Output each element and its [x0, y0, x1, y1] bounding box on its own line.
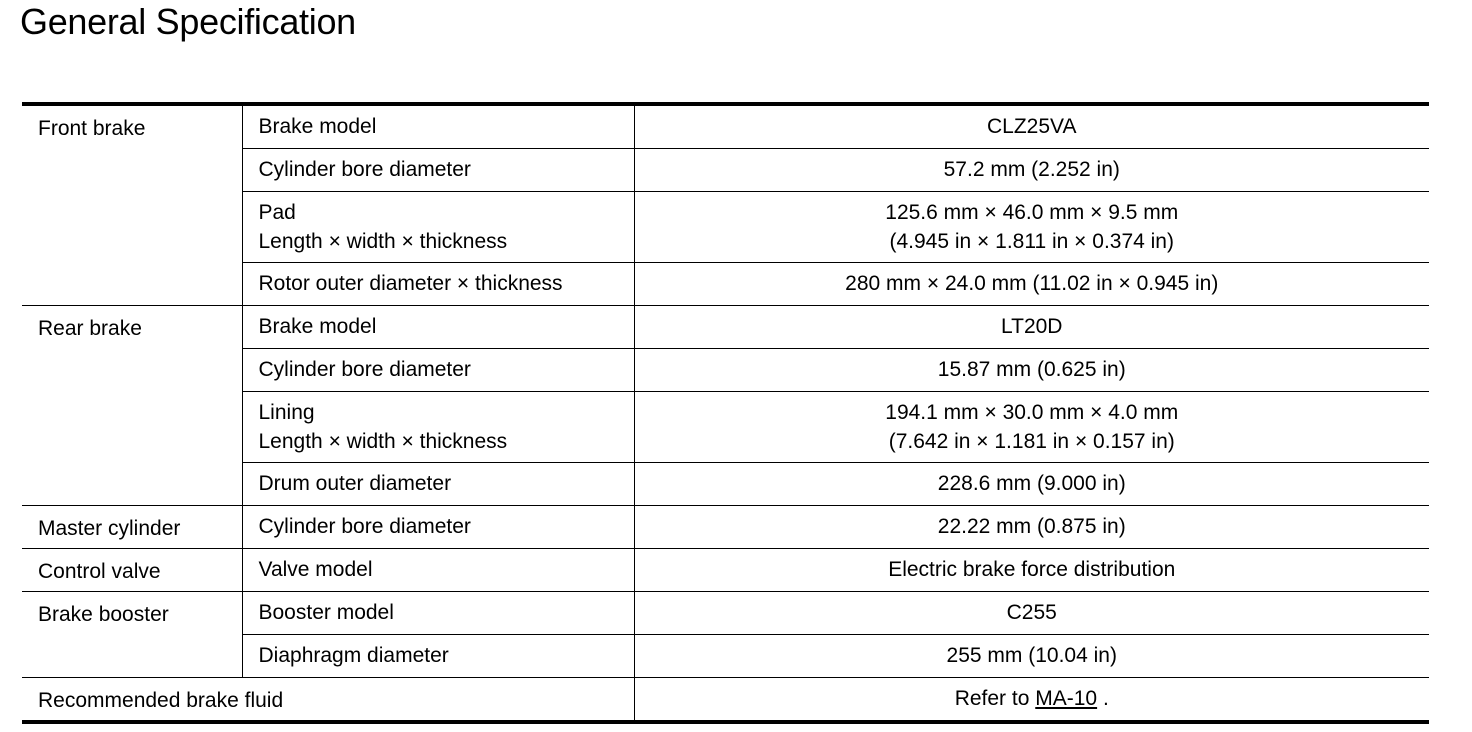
group-label-control-valve: Control valve: [22, 549, 242, 592]
item-label: Drum outer diameter: [242, 463, 634, 506]
item-label: Pad Length × width × thickness: [242, 192, 634, 263]
item-label: Valve model: [242, 549, 634, 592]
page-title: General Specification: [20, 1, 356, 42]
item-label: Diaphragm diameter: [242, 635, 634, 678]
group-label-brake-booster: Brake booster: [22, 592, 242, 678]
table-row: [22, 104, 1429, 149]
item-value: [634, 678, 1429, 723]
item-label: Brake model: [242, 306, 634, 349]
item-value: LT20D: [634, 306, 1429, 349]
item-value: 228.6 mm (9.000 in): [634, 463, 1429, 506]
spec-table: [22, 102, 1429, 724]
item-value: 194.1 mm × 30.0 mm × 4.0 mm (7.642 in × 1.181 in × 0.157 in): [634, 392, 1429, 463]
item-label: Booster model: [242, 592, 634, 635]
item-label: Brake model: [242, 104, 634, 149]
item-value: 280 mm × 24.0 mm (11.02 in × 0.945 in): [634, 263, 1429, 306]
item-value: C255: [634, 592, 1429, 635]
group-label-master-cylinder: Master cylinder: [22, 506, 242, 549]
table-row: [22, 306, 1429, 349]
item-value: 57.2 mm (2.252 in): [634, 149, 1429, 192]
item-value: 15.87 mm (0.625 in): [634, 349, 1429, 392]
refer-prefix: Refer to: [954, 687, 1036, 710]
table-row: [22, 549, 1429, 592]
ma-10-link[interactable]: MA-10: [1035, 687, 1098, 710]
item-value: 125.6 mm × 46.0 mm × 9.5 mm (4.945 in × 1.811 in × 0.374 in): [634, 192, 1429, 263]
group-label-recommended-brake-fluid: Recommended brake fluid: [22, 678, 634, 723]
group-label-rear-brake: Rear brake: [22, 306, 242, 506]
item-value: 22.22 mm (0.875 in): [634, 506, 1429, 549]
item-label: Lining Length × width × thickness: [242, 392, 634, 463]
item-value: 255 mm (10.04 in): [634, 635, 1429, 678]
item-value: CLZ25VA: [634, 104, 1429, 149]
table-row: [22, 592, 1429, 635]
table-row: [22, 506, 1429, 549]
group-label-front-brake: Front brake: [22, 104, 242, 306]
item-label: Cylinder bore diameter: [242, 506, 634, 549]
item-label: Cylinder bore diameter: [242, 349, 634, 392]
item-label: Cylinder bore diameter: [242, 149, 634, 192]
item-label: Rotor outer diameter × thickness: [242, 263, 634, 306]
refer-suffix: .: [1097, 687, 1109, 710]
item-value: Electric brake force distribution: [634, 549, 1429, 592]
table-row: [22, 678, 1429, 723]
